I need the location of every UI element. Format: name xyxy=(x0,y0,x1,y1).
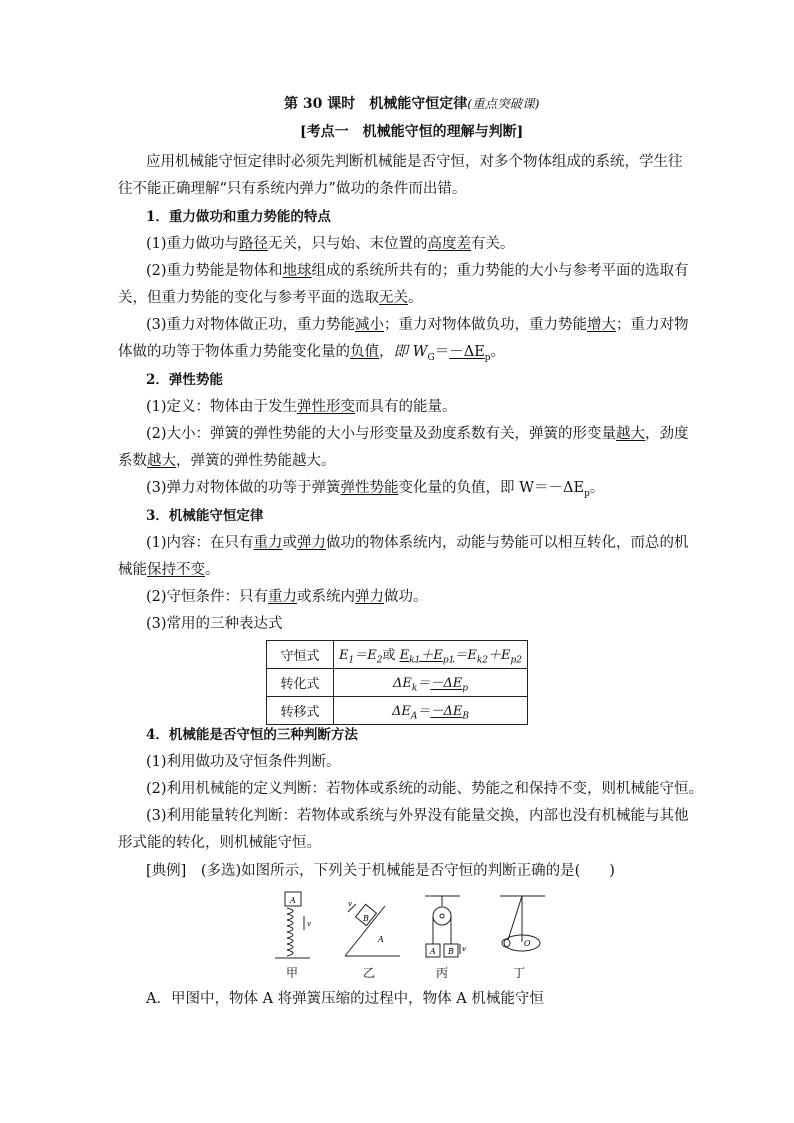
section-subtitle: [考点一 机械能守恒的理解与判断] xyxy=(300,124,524,140)
section-1-heading: 1．重力做功和重力势能的特点 xyxy=(146,209,331,225)
section-4-heading: 4．机械能是否守恒的三种判断方法 xyxy=(146,727,358,743)
label-b-yi: B xyxy=(363,914,369,923)
table-cell-name: 转化式 xyxy=(267,669,334,697)
table-cell-expr: $\Delta E_k=-\Delta E_p$ xyxy=(334,669,528,697)
label-b-bing: B xyxy=(448,947,454,956)
figure-label-yi: 乙 xyxy=(363,966,376,980)
table-row xyxy=(267,697,528,725)
s2-paragraph-2b: 系数越大，弹簧的弹性势能越大。 xyxy=(118,453,336,469)
figure-yi xyxy=(345,904,400,956)
s3-paragraph-2: (2)守恒条件：只有重力或系统内弹力做功。 xyxy=(146,589,428,605)
label-o-ding: O xyxy=(524,939,531,948)
s1-paragraph-2a: (2)重力势能是物体和地球组成的系统所共有的；重力势能的大小与参考平面的选取有 xyxy=(146,263,689,279)
figure-label-ding: 丁 xyxy=(513,966,526,980)
label-v-bing: v xyxy=(462,945,466,953)
table-cell-expr: $\Delta E_A=-\Delta E_B$ xyxy=(334,697,528,725)
table-cell-name: 守恒式 xyxy=(267,641,334,669)
s1-paragraph-3b: 体做的功等于物体重力势能变化量的负值，即 $W_G=-\Delta E_p$。 xyxy=(118,344,506,363)
s2-paragraph-3: (3)弹力对物体做的功等于弹簧弹性势能变化量的负值，即 $W=-\Delta E_p$。 xyxy=(146,480,605,499)
table-row xyxy=(267,641,528,669)
page-title: 第 30 课时 机械能守恒定律(重点突破课) xyxy=(284,96,540,112)
s1-paragraph-1: (1)重力做功与路径无关，只与始、末位置的高度差有关。 xyxy=(146,236,515,252)
s3-paragraph-1b: 械能保持不变。 xyxy=(118,562,220,578)
section-2-heading: 2．弹性势能 xyxy=(146,372,223,388)
s4-paragraph-3b: 形式能的转化，则机械能守恒。 xyxy=(118,835,321,851)
s3-paragraph-3: (3)常用的三种表达式 xyxy=(146,616,283,632)
label-a-yi: A xyxy=(378,935,384,944)
s4-paragraph-2: (2)利用机械能的定义判断：若物体或系统的动能、势能之和保持不变，则机械能守恒。 xyxy=(146,781,704,797)
label-a-bing: A xyxy=(430,947,436,956)
s2-paragraph-2a: (2)大小：弹簧的弹性势能的大小与形变量及劲度系数有关，弹簧的形变量越大，劲度 xyxy=(146,426,689,442)
label-v-yi: v xyxy=(348,900,352,908)
figure-label-jia: 甲 xyxy=(286,966,299,980)
s4-paragraph-3a: (3)利用能量转化判断：若物体或系统与外界没有能量交换，内部也没有机械能与其他 xyxy=(146,808,689,824)
intro-line-2: 往不能正确理解“只有系统内弹力”做功的条件而出错。 xyxy=(118,181,467,197)
label-a-jia: A xyxy=(290,896,296,905)
example-question: [典例] (多选)如图所示，下列关于机械能是否守恒的判断正确的是( ) xyxy=(146,863,615,879)
s1-paragraph-2b: 关，但重力势能的变化与参考平面的选取无关。 xyxy=(118,290,423,306)
option-a: A．甲图中，物体 A 将弹簧压缩的过程中，物体 A 机械能守恒 xyxy=(146,991,544,1007)
label-v-jia: v xyxy=(307,920,311,928)
s1-paragraph-3a: (3)重力对物体做正功，重力势能减小；重力对物体做负功，重力势能增大；重力对物 xyxy=(146,317,689,333)
table-cell-name: 转移式 xyxy=(267,697,334,725)
expressions-table xyxy=(266,640,528,725)
s2-paragraph-1: (1)定义：物体由于发生弹性形变而具有的能量。 xyxy=(146,399,457,415)
section-3-heading: 3．机械能守恒定律 xyxy=(146,508,264,524)
table-row xyxy=(267,669,528,697)
figure-ding xyxy=(500,896,545,951)
table-cell-expr: $E_1=E_2$或 $E_{k1}+E_{p1}=E_{k2}+E_{p2}$ xyxy=(334,641,528,669)
intro-line-1: 应用机械能守恒定律时必须先判断机械能是否守恒，对多个物体组成的系统，学生往 xyxy=(146,154,683,170)
figure-label-bing: 丙 xyxy=(436,966,449,980)
s3-paragraph-1a: (1)内容：在只有重力或弹力做功的物体系统内，动能与势能可以相互转化，而总的机 xyxy=(146,535,689,551)
s4-paragraph-1: (1)利用做功及守恒条件判断。 xyxy=(146,754,341,770)
